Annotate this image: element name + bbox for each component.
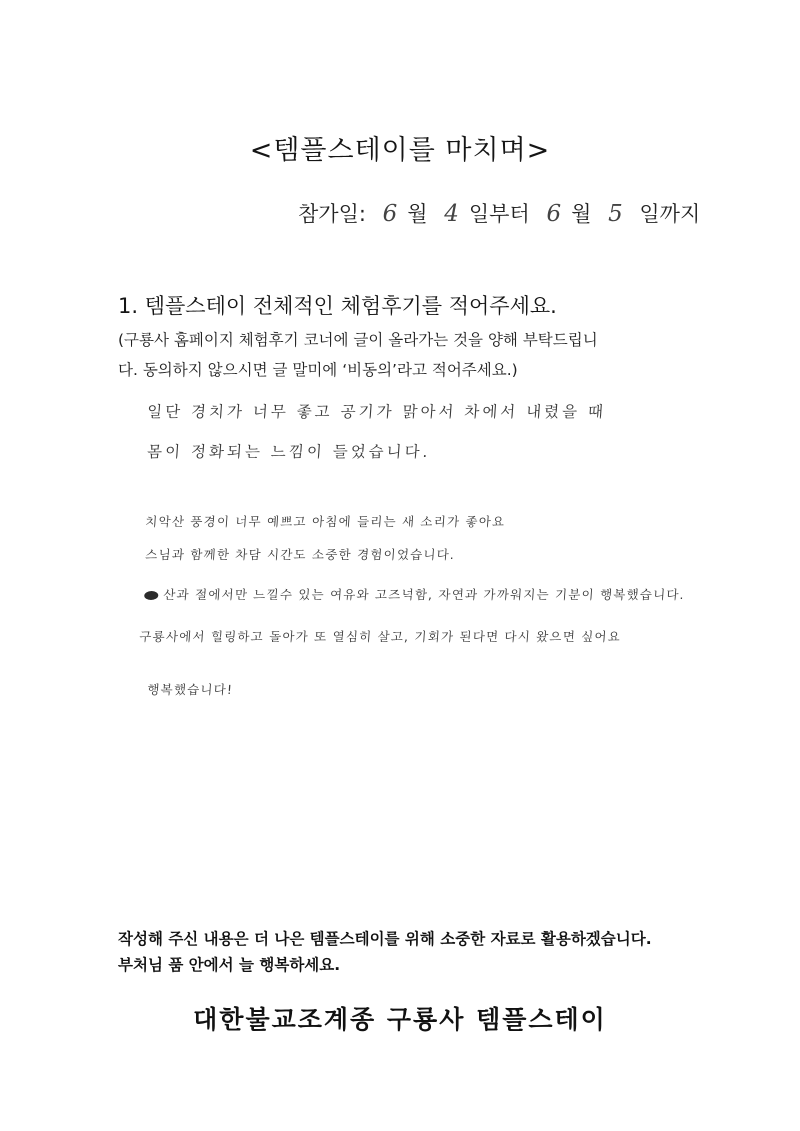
question-heading: 1. 템플스테이 전체적인 체험후기를 적어주세요.: [118, 294, 557, 318]
handwritten-line: [139, 585, 686, 603]
start-month-unit: 월: [407, 202, 428, 226]
end-month-unit: 월: [571, 202, 592, 226]
page-title: <템플스테이를 마치며>: [249, 135, 551, 166]
organization-name: 대한불교조계종 구룡사 템플스테이: [193, 1005, 607, 1034]
handwritten-line: 행복했습니다!: [146, 682, 234, 697]
handwritten-text: 구룡사에서 힐링하고 돌아가 또 열심히 살고, 기회가 된다면 다시 왔으면 싶어요: [138, 629, 622, 644]
until-text: 일까지: [639, 202, 701, 226]
end-day-value: 5: [608, 201, 623, 227]
handwritten-text: 치악산 풍경이 너무 예쁘고 아침에 들리는 새 소리가 좋아요: [144, 514, 506, 529]
footer-line-2: 부처님 품 안에서 늘 행복하세요.: [118, 956, 341, 974]
handwritten-line: [145, 512, 506, 530]
start-month-value: 6: [382, 201, 398, 227]
footer-line-1: 작성해 주신 내용은 더 나은 템플스테이를 위해 소중한 자료로 활용하겠습니다.: [118, 930, 652, 948]
handwritten-line: 스님과 함께한 차담 시간도 소중한 경험이었습니다.: [144, 547, 456, 562]
handwritten-line: 일단 경치가 너무 좋고 공기가 맑아서 차에서 내렸을 때: [146, 403, 607, 421]
consent-notice-line-1: (구룡사 홈페이지 체험후기 코너에 글이 올라가는 것을 양해 부탁드립니: [118, 331, 598, 349]
handwritten-text: 산과 절에서만 느낄수 있는 여유와 고즈넉함, 자연과 가까워지는 기분이 행복했습니다.: [162, 587, 686, 602]
handwritten-line: 몸이 정화되는 느낌이 들었습니다.: [146, 443, 432, 461]
start-day-value: 4: [444, 201, 459, 227]
handwritten-line: [139, 627, 622, 645]
ink-blot-icon: [144, 591, 159, 600]
participation-period: [298, 198, 700, 228]
end-month-value: 6: [546, 201, 562, 227]
from-text: 일부터: [468, 202, 530, 226]
period-label: 참가일:: [298, 202, 366, 226]
consent-notice-line-2: 다. 동의하지 않으시면 글 말미에 ‘비동의’라고 적어주세요.): [118, 361, 518, 379]
